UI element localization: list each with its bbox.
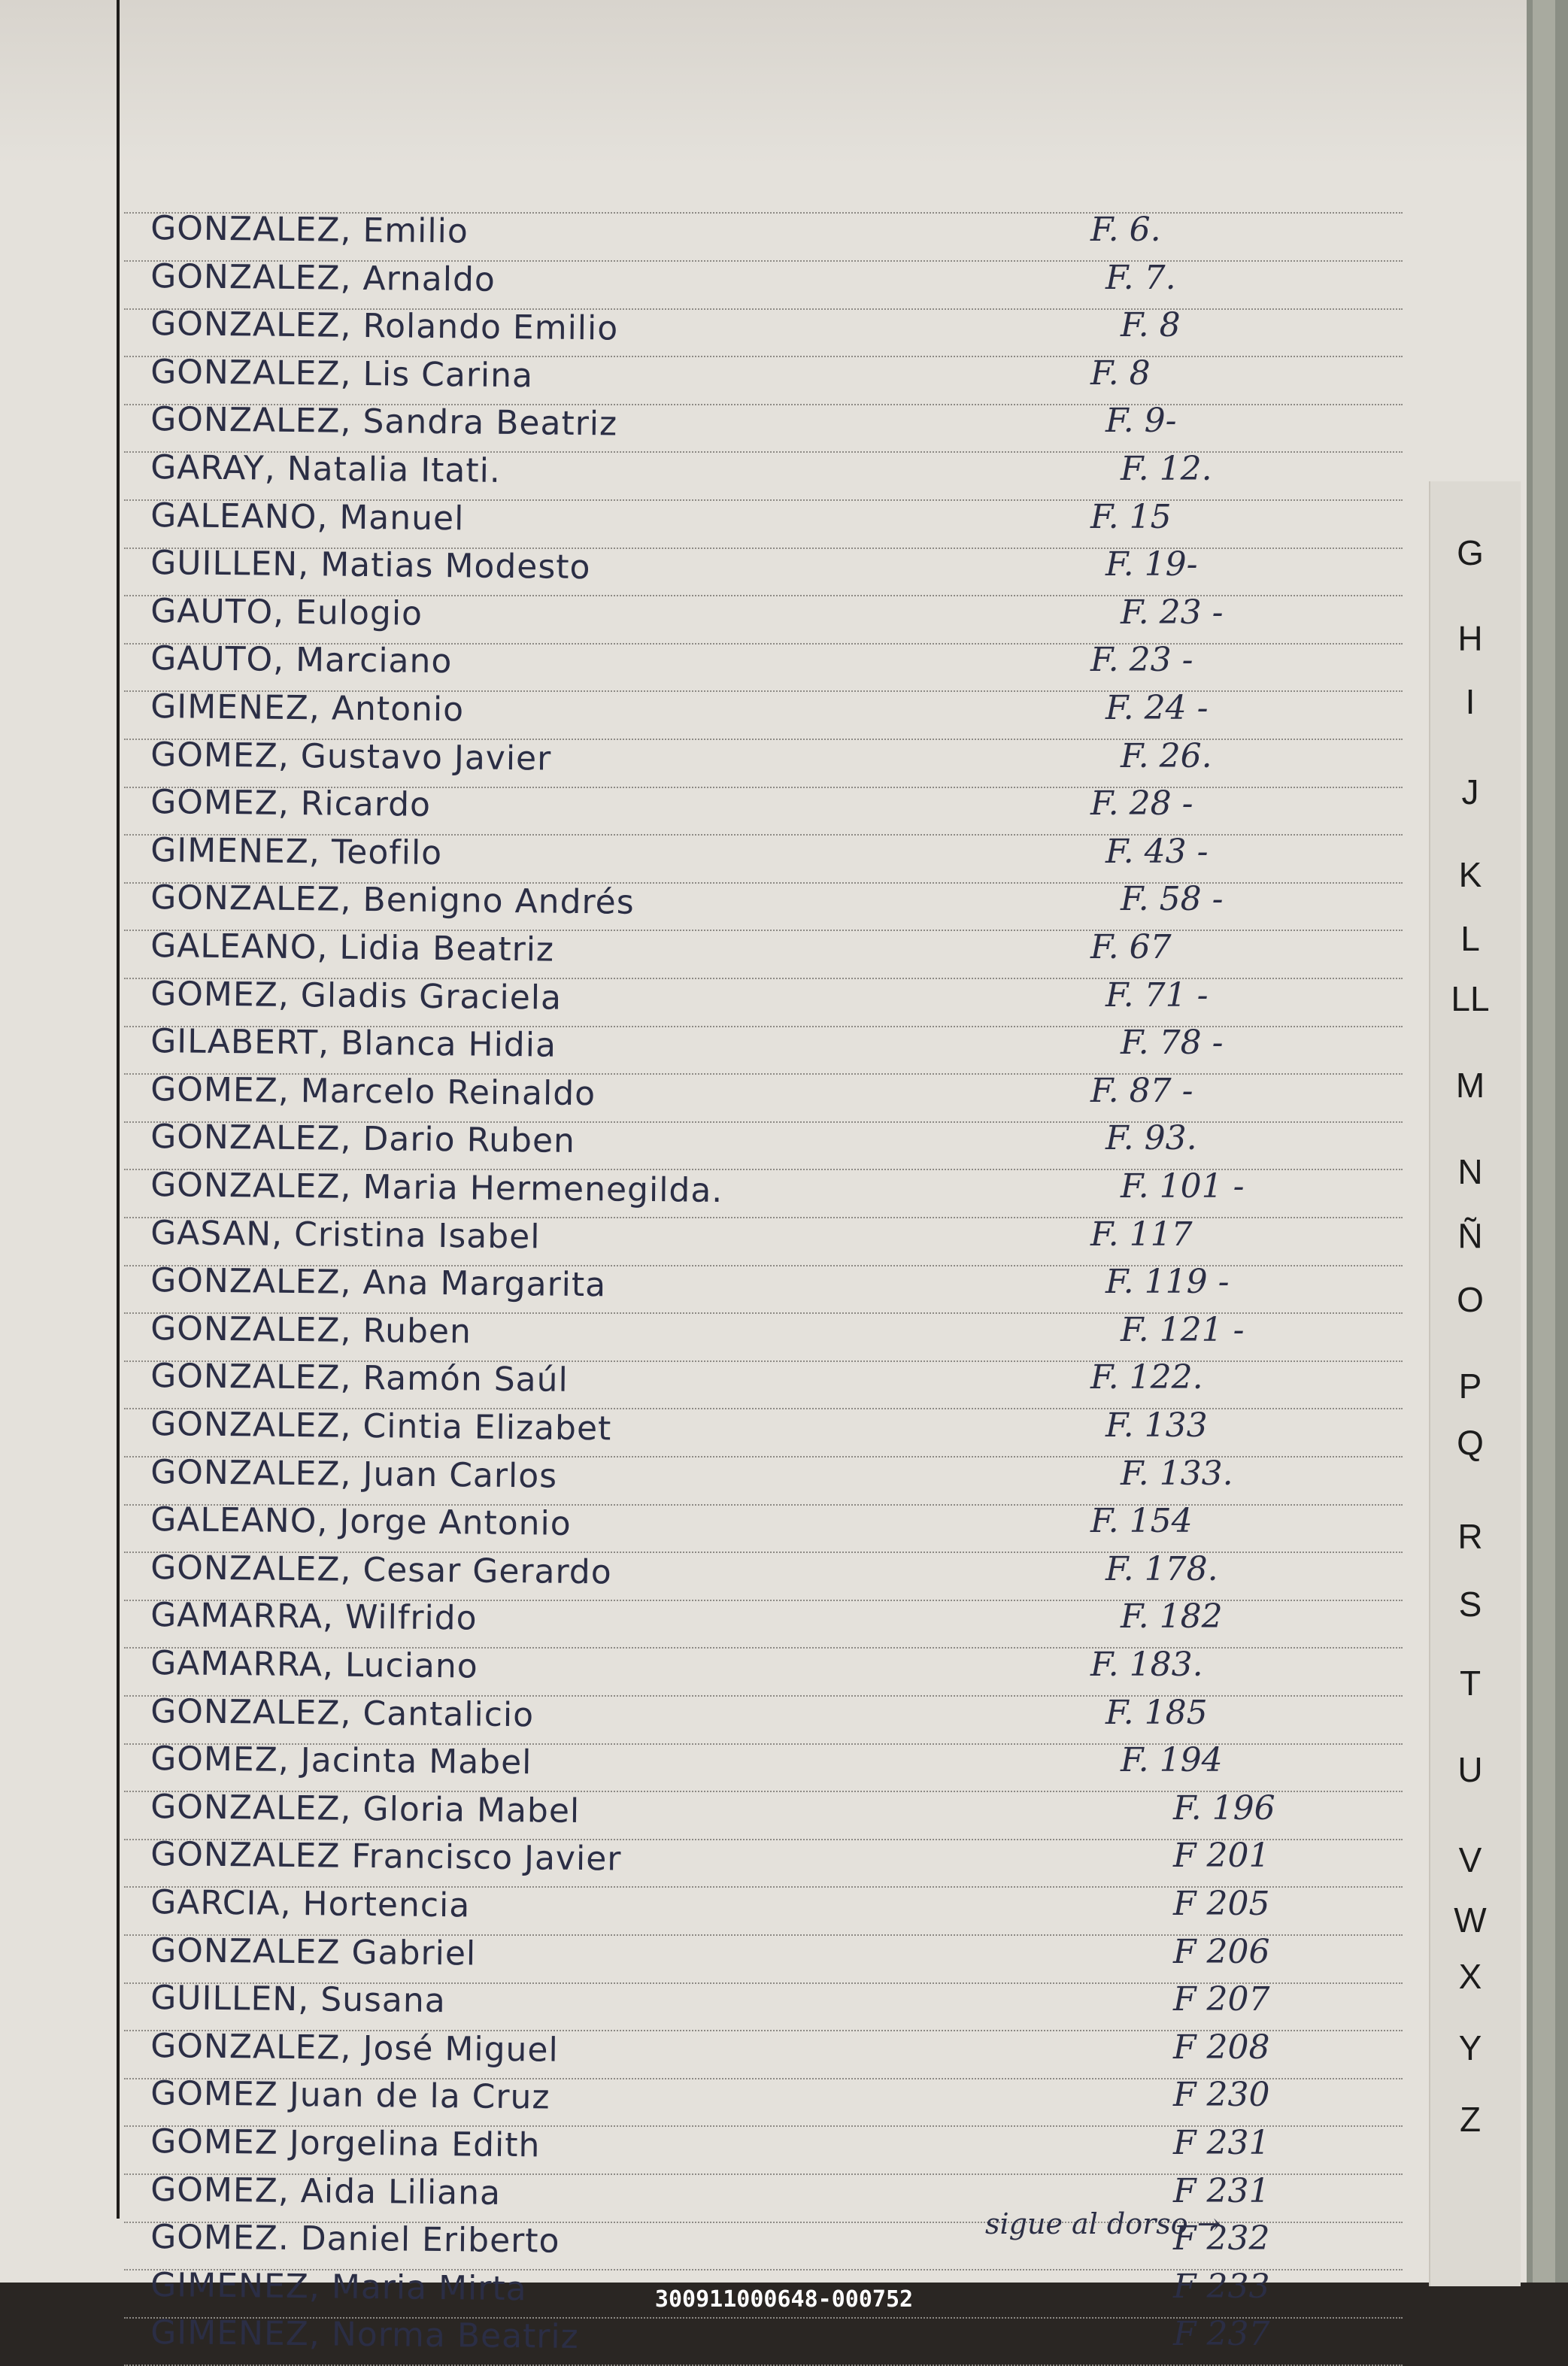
- index-tab-letter[interactable]: Q: [1457, 1423, 1484, 1462]
- index-tab-letter[interactable]: K: [1458, 855, 1482, 894]
- entry-name: GAUTO, Eulogio: [150, 591, 423, 633]
- entry-name: GONZALEZ, Arnaldo: [150, 256, 496, 299]
- entry-folio: F 207: [1173, 1980, 1270, 2019]
- entry-folio: F. 6.: [1090, 211, 1161, 249]
- page-shadow: [0, 0, 1527, 165]
- entry-folio: F. 71 -: [1105, 975, 1209, 1015]
- entry-name: GUILLEN, Susana: [150, 1979, 447, 2021]
- entry-folio: F. 78 -: [1121, 1024, 1224, 1063]
- book-spine: [1527, 0, 1568, 2283]
- entry-folio: F 206: [1173, 1932, 1270, 1971]
- entry-folio: F. 58 -: [1121, 880, 1224, 919]
- entry-name: GOMEZ, Marcelo Reinaldo: [150, 1069, 596, 1113]
- entry-folio: F. 26.: [1121, 736, 1212, 775]
- index-tab-letter[interactable]: J: [1461, 772, 1479, 811]
- entry-folio: F. 12.: [1121, 450, 1212, 488]
- index-tab-letter[interactable]: T: [1459, 1664, 1482, 1703]
- entry-name: GALEANO, Lidia Beatriz: [150, 927, 555, 969]
- index-tab-letter[interactable]: Ñ: [1457, 1216, 1483, 1255]
- index-tab-letter[interactable]: I: [1465, 682, 1475, 721]
- entry-folio: F. 23 -: [1121, 593, 1224, 632]
- index-tab-letter[interactable]: O: [1457, 1280, 1484, 1319]
- index-tab-letter[interactable]: S: [1458, 1585, 1482, 1624]
- entry-folio: F. 101 -: [1121, 1167, 1245, 1206]
- entry-name: GONZALEZ, Rolando Emilio: [150, 305, 619, 348]
- index-tab-letter[interactable]: H: [1457, 619, 1483, 658]
- entry-folio: F. 119 -: [1105, 1263, 1230, 1302]
- entry-name: GONZALEZ, Lis Carina: [150, 352, 534, 396]
- entry-name: GONZALEZ, Benigno Andrés: [150, 878, 635, 923]
- index-tab-letter[interactable]: M: [1455, 1066, 1485, 1105]
- entry-folio: F 230: [1173, 2076, 1270, 2115]
- index-tab-letter[interactable]: L: [1460, 919, 1480, 958]
- entry-folio: F. 7.: [1105, 258, 1176, 297]
- entry-folio: F. 87 -: [1090, 1071, 1193, 1110]
- entry-name: GONZALEZ, Ramón Saúl: [150, 1357, 569, 1400]
- entry-name: GASAN, Cristina Isabel: [150, 1213, 541, 1257]
- index-tab-letter[interactable]: Y: [1458, 2028, 1482, 2067]
- entry-folio: F. 67: [1090, 928, 1172, 966]
- entry-name: GALEANO, Manuel: [150, 496, 465, 538]
- entry-name: GAMARRA, Luciano: [150, 1644, 478, 1686]
- entry-name: GOMEZ, Aida Liliana: [150, 2170, 502, 2213]
- entry-folio: F. 117: [1090, 1215, 1193, 1254]
- entry-folio: F. 182: [1121, 1597, 1223, 1636]
- entry-name: GALEANO, Jorge Antonio: [150, 1500, 572, 1544]
- entry-folio: F. 183.: [1090, 1646, 1203, 1684]
- entry-folio: F. 24 -: [1105, 689, 1209, 727]
- entry-name: GONZALEZ, Cintia Elizabet: [150, 1405, 612, 1448]
- entry-folio: F. 23 -: [1090, 641, 1193, 680]
- entry-name: GIMENEZ, Antonio: [150, 687, 465, 730]
- entry-name: GIMENEZ, Teofilo: [150, 830, 443, 872]
- entry-folio: F. 196: [1173, 1788, 1275, 1828]
- entry-folio: F 233: [1173, 2267, 1270, 2306]
- index-tab-letter[interactable]: G: [1457, 533, 1484, 572]
- entry-name: GOMEZ, Gustavo Javier: [150, 735, 552, 778]
- entry-folio: F. 185: [1105, 1693, 1208, 1732]
- index-tab-letter[interactable]: LL: [1451, 979, 1490, 1018]
- entry-name: GIMENEZ, Norma Beatriz: [150, 2313, 579, 2357]
- entry-name: GAUTO, Marciano: [150, 639, 453, 681]
- entry-name: GONZALEZ, Maria Hermenegilda.: [150, 1166, 723, 1210]
- entry-folio: F. 133.: [1121, 1454, 1233, 1493]
- entry-name: GUILLEN, Matias Modesto: [150, 544, 591, 587]
- index-tab-letter[interactable]: P: [1458, 1367, 1482, 1406]
- entry-folio: F 232: [1173, 2219, 1270, 2258]
- continuation-note: sigue al dorso →: [985, 2207, 1221, 2240]
- index-tab-letter[interactable]: N: [1457, 1152, 1483, 1191]
- entry-folio: F. 8: [1121, 306, 1181, 345]
- entry-name: GONZALEZ, Ana Margarita: [150, 1261, 607, 1305]
- entry-name: GONZALEZ, Dario Ruben: [150, 1118, 576, 1161]
- index-tab-letter[interactable]: U: [1457, 1750, 1483, 1789]
- entry-name: GOMEZ Jorgelina Edith: [150, 2122, 541, 2165]
- entry-folio: F 205: [1173, 1885, 1270, 1923]
- entry-name: GONZALEZ, José Miguel: [150, 2026, 559, 2070]
- index-tab-letter[interactable]: R: [1457, 1517, 1483, 1556]
- entry-name: GILABERT, Blanca Hidia: [150, 1022, 557, 1065]
- entry-name: GOMEZ, Gladis Graciela: [150, 974, 563, 1018]
- entry-folio: F. 9-: [1105, 402, 1177, 441]
- index-tab-letter[interactable]: X: [1458, 1957, 1482, 1996]
- entry-folio: F. 8: [1090, 353, 1151, 393]
- entry-name: GONZALEZ Gabriel: [150, 1931, 477, 1973]
- entry-folio: F. 178.: [1105, 1549, 1218, 1588]
- entry-name: GOMEZ, Jacinta Mabel: [150, 1740, 532, 1782]
- entry-name: GONZALEZ, Emilio: [150, 209, 469, 251]
- index-tab-letter[interactable]: Z: [1459, 2100, 1482, 2139]
- entry-folio: F. 93.: [1105, 1119, 1197, 1158]
- entry-name: GONZALEZ Francisco Javier: [150, 1835, 622, 1879]
- entry-name: GARCIA, Hortencia: [150, 1883, 471, 1925]
- entry-folio: F. 43 -: [1105, 832, 1209, 871]
- entry-folio: F. 121 -: [1121, 1310, 1245, 1349]
- entry-folio: F. 154: [1090, 1502, 1193, 1541]
- index-tab-letter[interactable]: W: [1454, 1900, 1487, 1940]
- entry-name: GOMEZ, Ricardo: [150, 783, 432, 825]
- entry-folio: F 208: [1173, 2028, 1270, 2067]
- entry-folio: F 237: [1173, 2315, 1270, 2354]
- entry-name: GONZALEZ, Sandra Beatriz: [150, 400, 618, 444]
- entry-name: GONZALEZ, Gloria Mabel: [150, 1787, 581, 1831]
- entry-name: GONZALEZ, Cantalicio: [150, 1691, 535, 1734]
- entry-name: GOMEZ. Daniel Eriberto: [150, 2218, 560, 2261]
- entry-folio: F. 28 -: [1090, 784, 1193, 824]
- entry-name: GONZALEZ, Ruben: [150, 1309, 472, 1351]
- entry-name: GONZALEZ, Juan Carlos: [150, 1452, 558, 1496]
- entry-folio: F. 15: [1090, 497, 1172, 536]
- entry-folio: F 201: [1173, 1837, 1270, 1876]
- entry-name: GARAY, Natalia Itati.: [150, 448, 502, 490]
- entry-name: GAMARRA, Wilfrido: [150, 1596, 478, 1638]
- entry-name: GOMEZ Juan de la Cruz: [150, 2074, 550, 2117]
- index-tab-letter[interactable]: V: [1458, 1840, 1482, 1879]
- entry-folio: F 231: [1173, 2124, 1270, 2162]
- entry-folio: F. 19-: [1105, 545, 1198, 584]
- entry-folio: F. 133: [1105, 1406, 1208, 1445]
- entry-folio: F 231: [1173, 2171, 1270, 2210]
- entry-name: GONZALEZ, Cesar Gerardo: [150, 1548, 612, 1592]
- margin-line: [117, 0, 120, 2219]
- image-id-label: 300911000648-000752: [654, 2286, 914, 2313]
- entry-folio: F. 194: [1121, 1741, 1223, 1780]
- entry-folio: F. 122.: [1090, 1358, 1203, 1397]
- entry-name: GIMENEZ, Maria Mirta: [150, 2265, 527, 2309]
